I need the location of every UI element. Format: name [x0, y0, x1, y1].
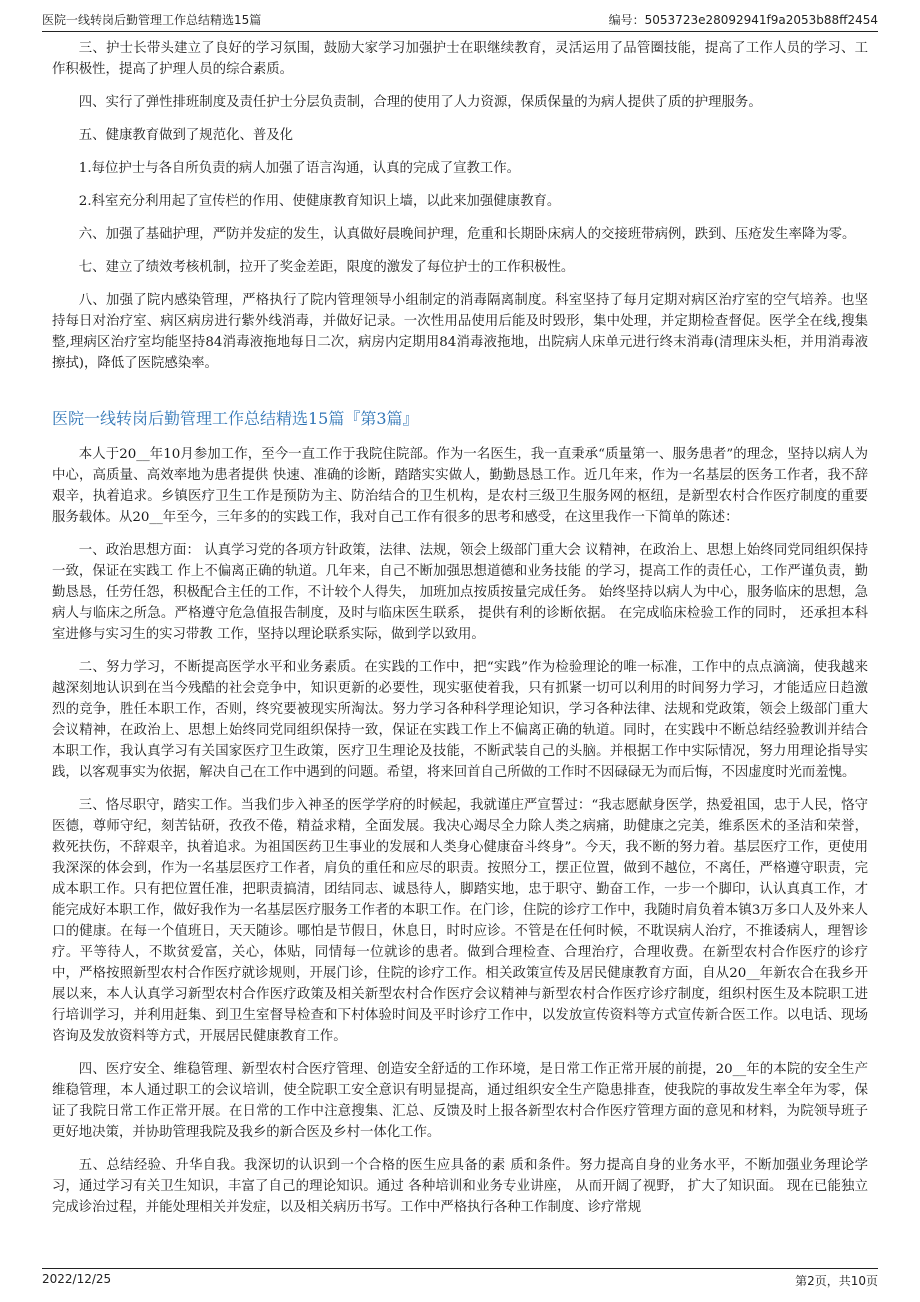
paragraph: 五、总结经验、升华自我。我深切的认识到一个合格的医生应具备的素 质和条件。努力提高自身的业务水平，不断加强业务理论学 习，通过学习有关卫生知识，丰富了自己的理论知识。通过 各种培训和业务专业讲座， 从而开阔了视野， 扩大了知识面。 现在已能独立完成诊治过程，并能处理相关并发症，以及相关病历书写。工作中严格执行各种工作制度、诊疗常规 [52, 1158, 868, 1215]
document-code: 编号：5053723e28092941f9a2053b88ff2454 [608, 13, 878, 27]
page-number: 第2页，共10页 [795, 1274, 878, 1288]
footer-date: 2022/12/25 [42, 1272, 112, 1286]
paragraph: 四、医疗安全、维稳管理、新型农村合医疗管理、创造安全舒适的工作环境，是日常工作正常开展的前提，20__年的本院的安全生产维稳管理，本人通过职工的会议培训，使全院职工安全意识有明显提高，通过组织安全生产隐患排查，使我院的事故发生率全年为零，保证了我院日常工作正常开展。在日常的工作中注意搜集、汇总、反馈及时上报各新型农村合作医疗管理方面的意见和材料，为院领导班子更好地决策，并协助管理我院及我乡的新合医及乡村一体化工作。 [52, 1062, 868, 1140]
page-footer [42, 1268, 878, 1288]
document-body [52, 38, 868, 1230]
paragraph: 五、健康教育做到了规范化、普及化 [78, 128, 294, 143]
paragraph: 1.每位护士与各自所负责的病人加强了语言沟通，认真的完成了宣教工作。 [78, 161, 521, 176]
paragraph: 二、努力学习，不断提高医学水平和业务素质。在实践的工作中，把“实践”作为检验理论的唯一标准，工作中的点点滴滴，使我越来越深刻地认识到在当今残酷的社会竞争中，知识更新的必要性，现实驱使着我，只有抓紧一切可以利用的时间努力学习，才能适应日趋激烈的竞争，胜任本职工作，否则，终究要被现实所淘汰。努力学习各种科学理论知识，学习各种法律、法规和党政策，领会上级部门重大会议精神，在政治上、思想上始终同党同组织保持一致，保证在实践工作上不偏离正确的轨道。同时，在实践中不断总结经验教训并结合本职工作，我认真学习有关国家医疗卫生政策，医疗卫生理论及技能，不断武装自己的头脑。并根据工作中实际情况，努力用理论指导实践，以客观事实为依据，解决自己在工作中遇到的问题。希望，将来回首自己所做的工作时不因碌碌无为而后悔，不因虚度时光而羞愧。 [52, 660, 868, 780]
paragraph: 2.科室充分利用起了宣传栏的作用、使健康教育知识上墙，以此来加强健康教育。 [78, 194, 561, 209]
paragraph: 三、恪尽职守，踏实工作。当我们步入神圣的医学学府的时候起，我就谨庄严宣誓过：“我志愿献身医学，热爱祖国，忠于人民，恪守医德，尊师守纪，刻苦钻研，孜孜不倦，精益求精，全面发展。我决心竭尽全力除人类之病痛，助健康之完美，维系医术的圣洁和荣誉，救死扶伤，不辞艰辛，执着追求。为祖国医药卫生事业的发展和人类身心健康奋斗终身”。今天，我不断的努力着。基层医疗工作，更使用我深深的体会到，作为一名基层医疗工作者，肩负的重任和应尽的职责。按照分工，摆正位置，做到不越位，不离任，严格遵守职责，完成本职工作。只有把位置任准，把职责搞清，团结同志、诚恳待人，脚踏实地，忠于职守、勤奋工作，一步一个脚印，认认真真工作，才能完成好本职工作，做好我作为一名基层医疗服务工作者的本职工作。在门诊，住院的诊疗工作中，我随时肩负着本镇3万多口人及外来人口的健康。在每一个值班日，天天随诊。哪怕是节假日，休息日，时时应诊。不管是在任何时候，不耽误病人治疗，不推诿病人，理智诊疗。平等待人，不欺贫爱富，关心，体贴，同情每一位就诊的患者。做到合理检查、合理治疗，合理收费。在新型农村合作医疗的诊疗中，严格按照新型农村合作医疗就诊规则，开展门诊，住院的诊疗工作。相关政策宣传及居民健康教育方面，自从20__年新农合在我乡开展以来，本人认真学习新型农村合作医疗政策及相关新型农村合作医疗会议精神与新型农村合作医疗诊疗制度，组织村医生及本院职工进行培训学习，并利用赶集、到卫生室督导检查和下村体验时间及平时诊疗工作中，以发放宣传资料等方式宣传新合医工作。以电话、现场咨询及发放资料等方式，开展居民健康教育工作。 [52, 798, 868, 1044]
paragraph: 四、实行了弹性排班制度及责任护士分层负责制，合理的使用了人力资源，保质保量的为病人提供了质的护理服务。 [78, 95, 762, 110]
section-title: 医院一线转岗后勤管理工作总结精选15篇『第3篇』 [52, 409, 419, 428]
page-header [42, 12, 878, 32]
paragraph: 本人于20__年10月参加工作，至今一直工作于我院住院部。作为一名医生，我一直秉承“质量第一、服务患者”的理念，坚持以病人为中心，高质量、高效率地为患者提供 快速、准确的诊断，踏踏实实做人，勤勤恳恳工作。近几年来，作为一名基层的医务工作者，我不辞艰辛，执着追求。乡镇医疗卫生工作是预防为主、防治结合的卫生机构，是农村三级卫生服务网的枢纽，是新型农村合作医疗制度的重要服务载体。从20__年至今，三年多的的实践工作，我对自己工作有很多的思考和感受，在这里我作一下简单的陈述： [52, 447, 868, 525]
paragraph: 三、护士长带头建立了良好的学习氛围，鼓励大家学习加强护士在职继续教育，灵活运用了品管圈技能，提高了工作人员的学习、工作积极性，提高了护理人员的综合素质。 [52, 41, 868, 77]
paragraph: 七、建立了绩效考核机制，拉开了奖金差距，限度的激发了每位护士的工作积极性。 [78, 260, 575, 275]
paragraph: 一、政治思想方面： 认真学习党的各项方针政策，法律、法规，领会上级部门重大会 议精神，在政治上、思想上始终同党同组织保持一致，保证在实践工 作上不偏离正确的轨道。几年来，自己不断加强思想道德和业务技能 的学习，提高工作的责任心，工作严谨负责，勤勤恳恳，任劳任怨，积极配合主任的工作，不计较个人得失， 加班加点按质按量完成任务。 始终坚持以病人为中心，服务临床的思想，急病人与临床之所急。严格遵守危急值报告制度，及时与临床医生联系， 提供有利的诊断依据。 在完成临床检验工作的同时， 还承担本科室进修与实习生的实习带教 工作，坚持以理论联系实际，做到学以致用。 [52, 543, 868, 642]
paragraph: 六、加强了基础护理，严防并发症的发生，认真做好晨晚间护理，危重和长期卧床病人的交接班带病例，跌到、压疮发生率降为零。 [78, 227, 856, 242]
document-title: 医院一线转岗后勤管理工作总结精选15篇 [42, 13, 262, 27]
paragraph: 八、加强了院内感染管理，严格执行了院内管理领导小组制定的消毒隔离制度。科室坚持了每月定期对病区治疗室的空气培养。也坚持每日对治疗室、病区病房进行紫外线消毒，并做好记录。一次性用品使用后能及时毁形，集中处理，并定期检查督促。医学全在线,搜集整,理病区治疗室均能坚持84消毒液拖地每日二次，病房内定期用84消毒液拖地，出院病人床单元进行终末消毒(清理床头柜，并用消毒液擦拭)，降低了医院感染率。 [52, 293, 868, 371]
